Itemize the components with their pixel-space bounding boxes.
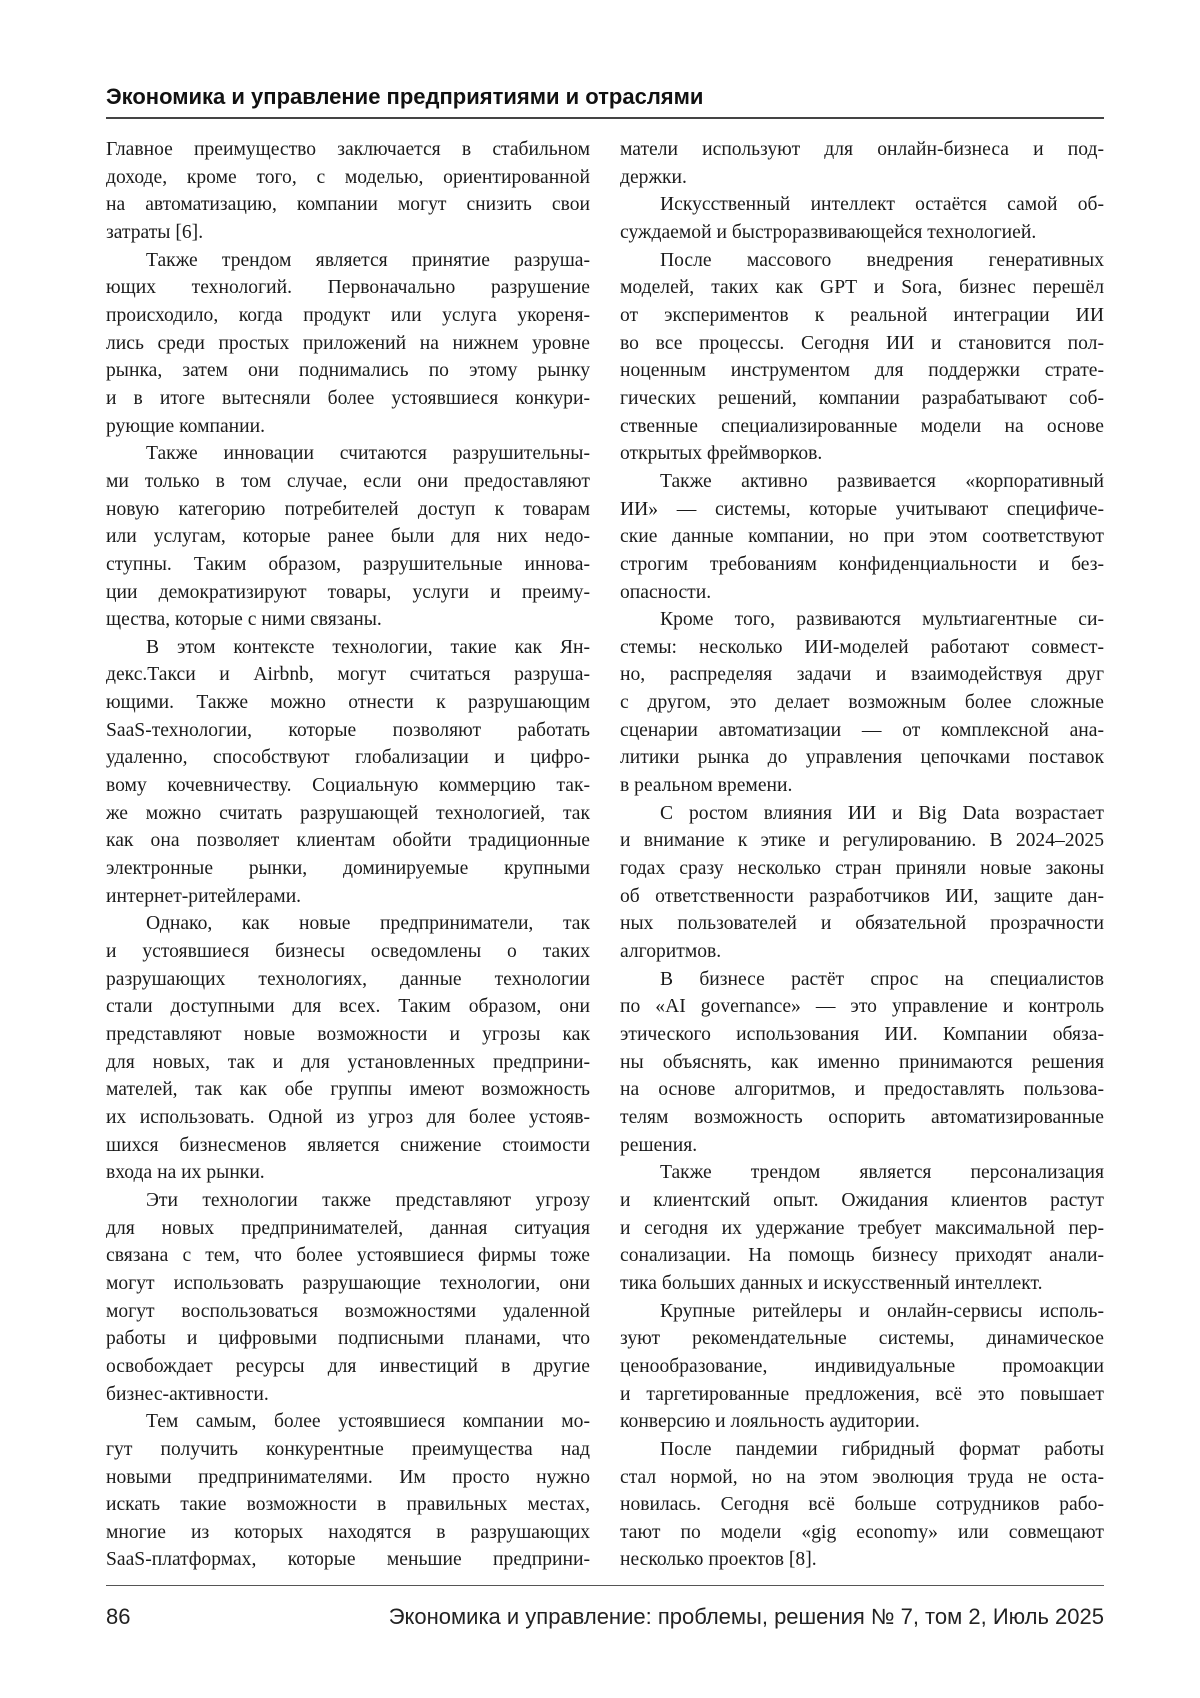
text-line: тают по модели «gig economy» или совмещают xyxy=(620,1519,1104,1547)
text-line: Также трендом является принятие разруша- xyxy=(106,247,590,275)
text-line: В этом контексте технологии, такие как Ян- xyxy=(106,634,590,662)
text-line: ноценным инструментом для поддержки страте- xyxy=(620,357,1104,385)
running-header: Экономика и управление предприятиями и отраслями xyxy=(106,84,703,110)
text-line: для новых, так и для установленных предприни- xyxy=(106,1049,590,1077)
text-line: искать такие возможности в правильных местах, xyxy=(106,1491,590,1519)
text-line: этического использования ИИ. Компании обяза- xyxy=(620,1021,1104,1049)
text-line: или услугам, которые ранее были для них недо- xyxy=(106,523,590,551)
text-line: Искусственный интеллект остаётся самой об- xyxy=(620,191,1104,219)
paragraph xyxy=(106,634,590,911)
text-line: декс.Такси и Airbnb, могут считаться разруша- xyxy=(106,661,590,689)
text-line: бизнес-активности. xyxy=(106,1381,590,1409)
text-line: щества, которые с ними связаны. xyxy=(106,606,590,634)
text-line: стал нормой, но на этом эволюция труда не оста- xyxy=(620,1464,1104,1492)
text-line: же можно считать разрушающей технологией, так xyxy=(106,800,590,828)
text-line: их использовать. Одной из угроз для более устояв- xyxy=(106,1104,590,1132)
text-line: на основе алгоритмов, и предоставлять пользова- xyxy=(620,1076,1104,1104)
text-line: открытых фреймворков. xyxy=(620,440,1104,468)
text-line: зуют рекомендательные системы, динамическое xyxy=(620,1325,1104,1353)
header-rule xyxy=(106,117,1104,119)
paragraph xyxy=(106,440,590,634)
text-line: держки. xyxy=(620,164,1104,192)
text-line: удаленно, способствуют глобализации и цифро- xyxy=(106,744,590,772)
text-line: Тем самым, более устоявшиеся компании мо- xyxy=(106,1408,590,1436)
text-line: ские данные компании, но при этом соответствуют xyxy=(620,523,1104,551)
text-line: разрушающих технологиях, данные технологии xyxy=(106,966,590,994)
text-line: входа на их рынки. xyxy=(106,1159,590,1187)
footer-rule xyxy=(106,1585,1104,1586)
text-line: Однако, как новые предприниматели, так xyxy=(106,910,590,938)
text-line: рующие компании. xyxy=(106,413,590,441)
text-line: и сегодня их удержание требует максимальной пер- xyxy=(620,1215,1104,1243)
text-line: Также инновации считаются разрушительны- xyxy=(106,440,590,468)
paragraph xyxy=(620,247,1104,468)
right-column xyxy=(620,136,1104,1574)
text-line: алгоритмов. xyxy=(620,938,1104,966)
text-line: но, распределяя задачи и взаимодействуя друг xyxy=(620,661,1104,689)
text-line: телям возможность оспорить автоматизированные xyxy=(620,1104,1104,1132)
text-line: об ответственности разработчиков ИИ, защите дан- xyxy=(620,883,1104,911)
text-line: с другом, это делает возможным более сложные xyxy=(620,689,1104,717)
text-line: опасности. xyxy=(620,579,1104,607)
text-line: электронные рынки, доминируемые крупными xyxy=(106,855,590,883)
text-line: конверсию и лояльность аудитории. xyxy=(620,1408,1104,1436)
text-line: SaaS-технологии, которые позволяют работать xyxy=(106,717,590,745)
paragraph xyxy=(106,136,590,247)
left-column xyxy=(106,136,590,1574)
text-line: решения. xyxy=(620,1132,1104,1160)
text-line: гических решений, компании разрабатывают соб- xyxy=(620,385,1104,413)
text-line: и таргетированные предложения, всё это повышает xyxy=(620,1381,1104,1409)
text-line: и внимание к этике и регулированию. В 2024–2025 xyxy=(620,827,1104,855)
text-line: новилась. Сегодня всё больше сотрудников рабо- xyxy=(620,1491,1104,1519)
text-line: SaaS-платформах, которые меньшие предприни- xyxy=(106,1546,590,1574)
paragraph xyxy=(620,966,1104,1160)
text-line: от экспериментов к реальной интеграции ИИ xyxy=(620,302,1104,330)
text-line: работы и цифровыми подписными планами, что xyxy=(106,1325,590,1353)
text-line: ственные специализированные модели на основе xyxy=(620,413,1104,441)
paragraph xyxy=(620,1436,1104,1574)
text-line: литики рынка до управления цепочками поставок xyxy=(620,744,1104,772)
text-line: новую категорию потребителей доступ к товарам xyxy=(106,496,590,524)
paragraph xyxy=(620,800,1104,966)
text-line: Крупные ритейлеры и онлайн-сервисы исполь- xyxy=(620,1298,1104,1326)
text-line: и клиентский опыт. Ожидания клиентов растут xyxy=(620,1187,1104,1215)
text-line: могут воспользоваться возможностями удаленной xyxy=(106,1298,590,1326)
journal-citation: Экономика и управление: проблемы, решения № 7, том 2, Июль 2025 xyxy=(389,1604,1104,1630)
text-line: Также активно развивается «корпоративный xyxy=(620,468,1104,496)
text-line: доходе, кроме того, с моделью, ориентированной xyxy=(106,164,590,192)
paragraph xyxy=(106,910,590,1187)
text-line: и в итоге вытесняли более устоявшиеся конкури- xyxy=(106,385,590,413)
text-line: Эти технологии также представляют угрозу xyxy=(106,1187,590,1215)
paragraph xyxy=(620,606,1104,800)
text-line: После массового внедрения генеративных xyxy=(620,247,1104,275)
text-line: шихся бизнесменов является снижение стоимости xyxy=(106,1132,590,1160)
text-line: Главное преимущество заключается в стабильном xyxy=(106,136,590,164)
text-line: ИИ» — системы, которые учитывают специфиче- xyxy=(620,496,1104,524)
text-line: матели используют для онлайн-бизнеса и под- xyxy=(620,136,1104,164)
page-number: 86 xyxy=(106,1604,130,1630)
text-line: стемы: несколько ИИ-моделей работают совмест- xyxy=(620,634,1104,662)
text-line: ющими. Также можно отнести к разрушающим xyxy=(106,689,590,717)
text-line: новыми предпринимателями. Им просто нужно xyxy=(106,1464,590,1492)
text-line: рынка, затем они поднимались по этому рынку xyxy=(106,357,590,385)
text-line: стали доступными для всех. Таким образом, они xyxy=(106,993,590,1021)
text-line: В бизнесе растёт спрос на специалистов xyxy=(620,966,1104,994)
text-line: После пандемии гибридный формат работы xyxy=(620,1436,1104,1464)
paragraph xyxy=(620,136,1104,191)
text-line: по «AI governance» — это управление и контроль xyxy=(620,993,1104,1021)
text-line: затраты [6]. xyxy=(106,219,590,247)
text-line: несколько проектов [8]. xyxy=(620,1546,1104,1574)
text-line: многие из которых находятся в разрушающих xyxy=(106,1519,590,1547)
text-line: для новых предпринимателей, данная ситуация xyxy=(106,1215,590,1243)
text-line: ющих технологий. Первоначально разрушение xyxy=(106,274,590,302)
paragraph xyxy=(620,191,1104,246)
text-line: сценарии автоматизации — от комплексной ана- xyxy=(620,717,1104,745)
text-line: и устоявшиеся бизнесы осведомлены о таких xyxy=(106,938,590,966)
paragraph xyxy=(106,1408,590,1574)
text-line: ми только в том случае, если они предоставляют xyxy=(106,468,590,496)
text-line: связана с тем, что более устоявшиеся фирмы тоже xyxy=(106,1242,590,1270)
text-line: как она позволяет клиентам обойти традиционные xyxy=(106,827,590,855)
text-line: мателей, так как обе группы имеют возможность xyxy=(106,1076,590,1104)
text-line: суждаемой и быстроразвивающейся технологией. xyxy=(620,219,1104,247)
paragraph xyxy=(106,1187,590,1408)
text-line: представляют новые возможности и угрозы как xyxy=(106,1021,590,1049)
text-line: строгим требованиям конфиденциальности и без- xyxy=(620,551,1104,579)
text-line: вому кочевничеству. Социальную коммерцию так- xyxy=(106,772,590,800)
text-line: освобождает ресурсы для инвестиций в другие xyxy=(106,1353,590,1381)
text-line: во все процессы. Сегодня ИИ и становится пол- xyxy=(620,330,1104,358)
text-line: ны объяснять, как именно принимаются решения xyxy=(620,1049,1104,1077)
text-line: интернет-ритейлерами. xyxy=(106,883,590,911)
paragraph xyxy=(106,247,590,441)
paragraph xyxy=(620,468,1104,606)
text-line: в реальном времени. xyxy=(620,772,1104,800)
text-line: на автоматизацию, компании могут снизить свои xyxy=(106,191,590,219)
text-line: Кроме того, развиваются мультиагентные си- xyxy=(620,606,1104,634)
text-line: тика больших данных и искусственный интеллект. xyxy=(620,1270,1104,1298)
text-line: могут использовать разрушающие технологии, они xyxy=(106,1270,590,1298)
text-line: Также трендом является персонализация xyxy=(620,1159,1104,1187)
paragraph xyxy=(620,1159,1104,1297)
text-line: С ростом влияния ИИ и Big Data возрастает xyxy=(620,800,1104,828)
text-line: сонализации. На помощь бизнесу приходят анали- xyxy=(620,1242,1104,1270)
text-line: ценообразование, индивидуальные промоакции xyxy=(620,1353,1104,1381)
text-line: ных пользователей и обязательной прозрачности xyxy=(620,910,1104,938)
text-line: ции демократизируют товары, услуги и преиму- xyxy=(106,579,590,607)
text-line: лись среди простых приложений на нижнем уровне xyxy=(106,330,590,358)
text-line: происходило, когда продукт или услуга укореня- xyxy=(106,302,590,330)
paragraph xyxy=(620,1298,1104,1436)
text-line: годах сразу несколько стран приняли новые законы xyxy=(620,855,1104,883)
text-line: ступны. Таким образом, разрушительные иннова- xyxy=(106,551,590,579)
text-line: гут получить конкурентные преимущества над xyxy=(106,1436,590,1464)
text-line: моделей, таких как GPT и Sora, бизнес перешёл xyxy=(620,274,1104,302)
